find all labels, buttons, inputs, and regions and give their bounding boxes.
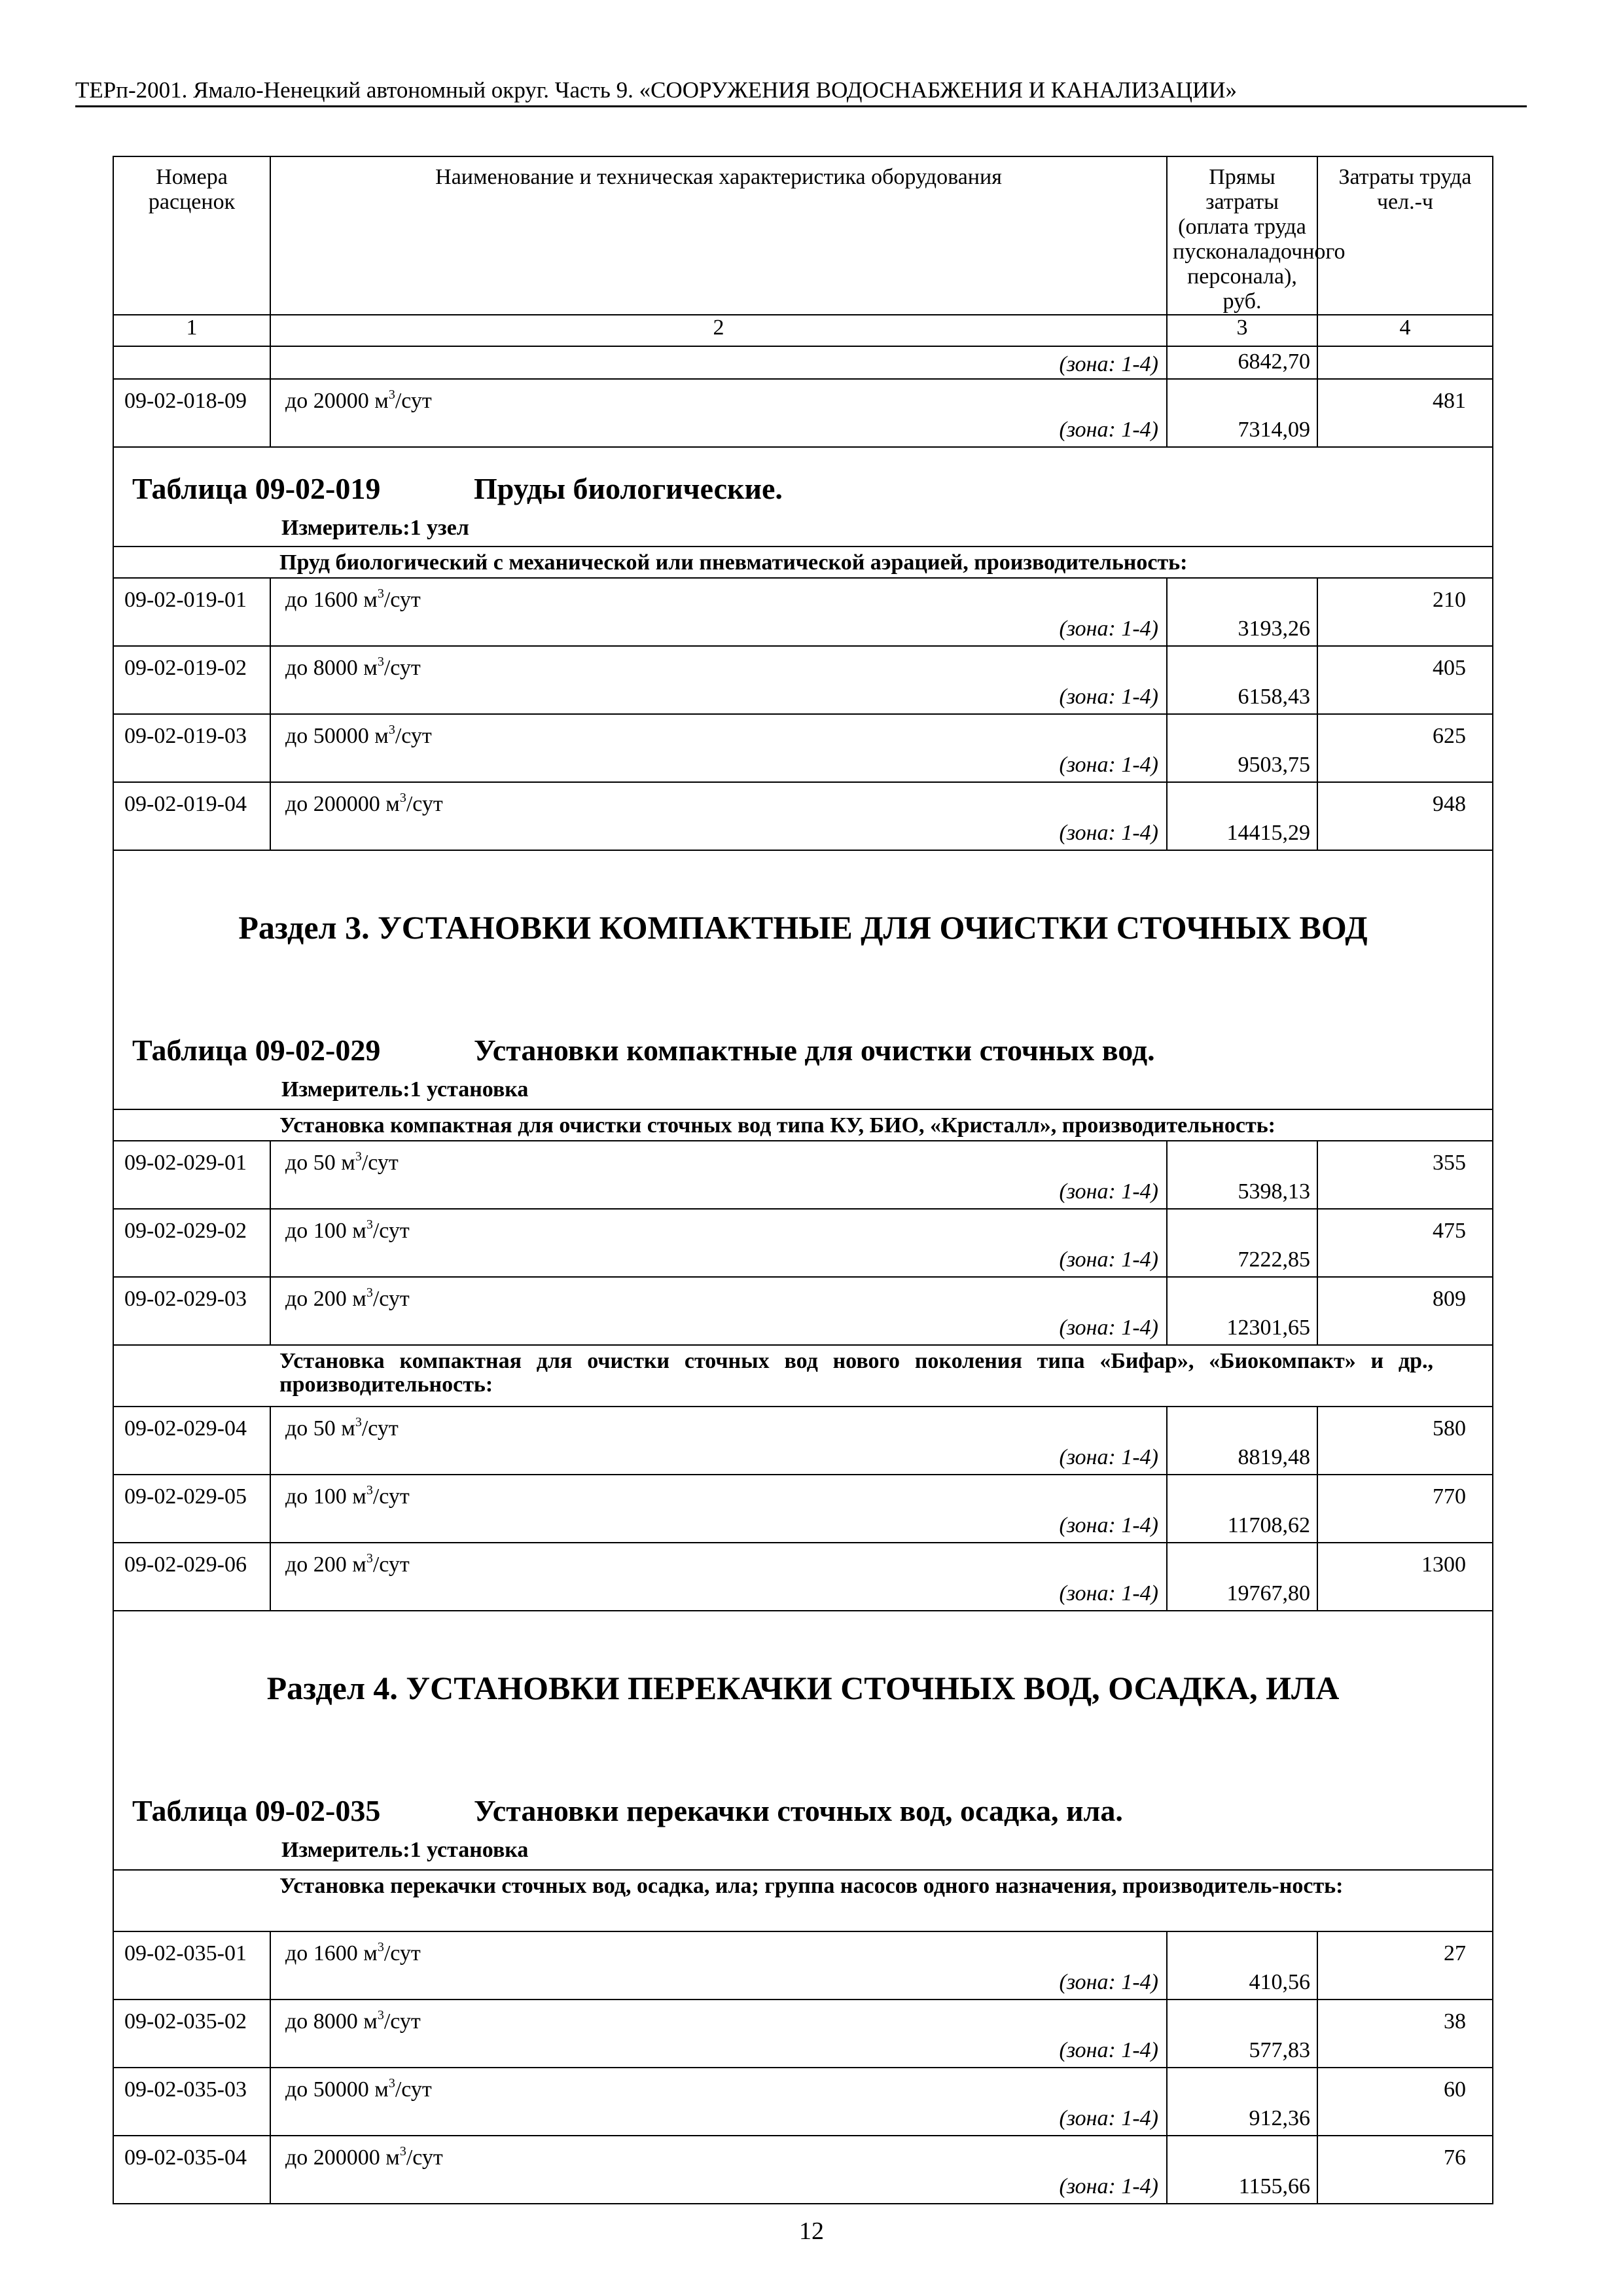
description-cell <box>270 2136 1167 2204</box>
zone-label: (зона: 1-4) <box>1059 1316 1158 1340</box>
description-cell <box>270 1543 1167 1611</box>
zone-label: (зона: 1-4) <box>1059 1179 1158 1204</box>
price-cell <box>1167 646 1317 714</box>
table-heading-cell <box>113 447 1493 547</box>
document-header: ТЕРп-2001. Ямало-Ненецкий автономный округ. Часть 9. «СООРУЖЕНИЯ ВОДОСНАБЖЕНИЯ И КАНАЛИЗАЦИИ» <box>75 77 1238 103</box>
price-cell <box>1167 2136 1317 2204</box>
labor-cell <box>1317 1277 1493 1345</box>
group-description: Пруд биологический с механической или пневматической аэрацией, производительность: <box>279 550 1188 575</box>
labor-cell <box>1317 1407 1493 1475</box>
section-heading-row <box>113 850 1493 1109</box>
section-heading-cell <box>113 1611 1493 1870</box>
price-value: 7314,09 <box>1238 418 1310 442</box>
labor-value: 355 <box>1433 1151 1466 1175</box>
price-cell <box>1167 379 1317 447</box>
labor-value: 27 <box>1444 1941 1466 1965</box>
description-cell <box>270 346 1167 379</box>
rate-code: 09-02-019-01 <box>113 578 270 646</box>
capacity-label: до 8000 $м^3$/сут <box>285 2007 421 2034</box>
group-row <box>113 1870 1493 1931</box>
price-cell <box>1167 2000 1317 2068</box>
description-cell <box>270 1141 1167 1209</box>
price-value: 11708,62 <box>1227 1513 1310 1537</box>
zone-label: (зона: 1-4) <box>1059 2038 1158 2062</box>
zone-label: (зона: 1-4) <box>1059 1445 1158 1469</box>
table-row <box>113 1277 1493 1345</box>
price-cell <box>1167 346 1317 379</box>
labor-cell <box>1317 646 1493 714</box>
capacity-label: до 50 $м^3$/сут <box>285 1414 399 1441</box>
labor-cell <box>1317 2000 1493 2068</box>
table-row <box>113 1931 1493 2000</box>
section-heading-row <box>113 1611 1493 1870</box>
table-row <box>113 2136 1493 2204</box>
table-name: Установки компактные для очистки сточных вод. <box>474 1033 1155 1067</box>
labor-value: 809 <box>1433 1287 1466 1311</box>
price-value: 9503,75 <box>1238 753 1310 777</box>
zone-label: (зона: 1-4) <box>1059 821 1158 845</box>
price-cell <box>1167 782 1317 850</box>
price-cell <box>1167 1277 1317 1345</box>
labor-cell <box>1317 1475 1493 1543</box>
labor-cell <box>1317 1209 1493 1277</box>
capacity-label: до 200 $м^3$/сут <box>285 1285 410 1311</box>
price-value: 14415,29 <box>1226 821 1310 845</box>
table-row <box>113 1209 1493 1277</box>
table-name: Установки перекачки сточных вод, осадка, ила. <box>474 1794 1123 1827</box>
capacity-label: до 200000 $м^3$/сут <box>285 790 443 816</box>
description-cell <box>270 2000 1167 2068</box>
measurement-unit: Измеритель:1 установка <box>281 1077 529 1102</box>
price-cell <box>1167 1209 1317 1277</box>
price-cell <box>1167 1543 1317 1611</box>
price-cell <box>1167 578 1317 646</box>
description-cell <box>270 2068 1167 2136</box>
description-cell <box>270 782 1167 850</box>
group-row <box>113 1345 1493 1407</box>
labor-cell <box>1317 2068 1493 2136</box>
price-value: 577,83 <box>1249 2038 1310 2062</box>
column-number-row <box>113 315 1493 346</box>
rate-code: 09-02-035-04 <box>113 2136 270 2204</box>
zone-label: (зона: 1-4) <box>1059 418 1158 442</box>
description-cell <box>270 578 1167 646</box>
table-row <box>113 782 1493 850</box>
labor-value: 210 <box>1433 588 1466 612</box>
price-value: 1155,66 <box>1238 2174 1310 2198</box>
price-cell <box>1167 2068 1317 2136</box>
labor-cell <box>1317 578 1493 646</box>
capacity-label: до 100 $м^3$/сут <box>285 1217 410 1243</box>
section-heading-cell <box>113 850 1493 1109</box>
zone-label: (зона: 1-4) <box>1059 352 1158 376</box>
table-number: Таблица 09-02-019 <box>132 472 381 505</box>
description-cell <box>270 1277 1167 1345</box>
labor-value: 580 <box>1433 1416 1466 1441</box>
capacity-label: до 8000 $м^3$/сут <box>285 654 421 680</box>
col-number: 4 <box>1317 315 1493 346</box>
labor-value: 948 <box>1433 792 1466 816</box>
group-description: Установка компактная для очистки сточных вод типа КУ, БИО, «Кристалл», производительность: <box>279 1113 1275 1138</box>
rate-code: 09-02-029-03 <box>113 1277 270 1345</box>
price-value: 12301,65 <box>1226 1316 1310 1340</box>
labor-value: 38 <box>1444 2009 1466 2034</box>
table-row <box>113 346 1493 379</box>
labor-cell <box>1317 2136 1493 2204</box>
zone-label: (зона: 1-4) <box>1059 2174 1158 2198</box>
col-number: 1 <box>113 315 270 346</box>
price-cell <box>1167 1475 1317 1543</box>
rates-table <box>113 156 1493 2204</box>
capacity-label: до 1600 $м^3$/сут <box>285 586 421 612</box>
table-row <box>113 379 1493 447</box>
rate-code: 09-02-029-02 <box>113 1209 270 1277</box>
labor-cell <box>1317 714 1493 782</box>
labor-value: 1300 <box>1421 1552 1466 1577</box>
rate-code: 09-02-035-02 <box>113 2000 270 2068</box>
table-row <box>113 2068 1493 2136</box>
section-title: Раздел 3. УСТАНОВКИ КОМПАКТНЫЕ ДЛЯ ОЧИСТКИ СТОЧНЫХ ВОД <box>238 909 1368 946</box>
group-row <box>113 1109 1493 1141</box>
col-number: 3 <box>1167 315 1317 346</box>
labor-cell <box>1317 1543 1493 1611</box>
rate-code: 09-02-019-02 <box>113 646 270 714</box>
description-cell <box>270 379 1167 447</box>
zone-label: (зона: 1-4) <box>1059 1247 1158 1272</box>
measurement-unit: Измеритель:1 узел <box>281 516 469 540</box>
table-row <box>113 714 1493 782</box>
rate-code: 09-02-018-09 <box>113 379 270 447</box>
labor-cell <box>1317 1141 1493 1209</box>
measurement-unit: Измеритель:1 установка <box>281 1838 529 1862</box>
labor-value: 481 <box>1433 389 1466 413</box>
group-description: Установка перекачки сточных вод, осадка, ила; группа насосов одного назначения, производитель-ность: <box>279 1874 1344 1898</box>
col-header-codes: Номера расценок <box>113 156 270 315</box>
price-cell <box>1167 1931 1317 2000</box>
price-value: 7222,85 <box>1238 1247 1310 1272</box>
price-value: 3193,26 <box>1238 617 1310 641</box>
price-value: 8819,48 <box>1238 1445 1310 1469</box>
rate-code: 09-02-029-01 <box>113 1141 270 1209</box>
labor-value: 405 <box>1433 656 1466 680</box>
table-number: Таблица 09-02-035 <box>132 1794 381 1827</box>
zone-label: (зона: 1-4) <box>1059 1513 1158 1537</box>
labor-value: 770 <box>1433 1484 1466 1509</box>
table-row <box>113 578 1493 646</box>
price-value: 19767,80 <box>1226 1581 1310 1605</box>
description-cell <box>270 1407 1167 1475</box>
table-row <box>113 1407 1493 1475</box>
col-header-description: Наименование и техническая характеристика оборудования <box>270 156 1167 315</box>
rate-code: 09-02-029-06 <box>113 1543 270 1611</box>
zone-label: (зона: 1-4) <box>1059 753 1158 777</box>
description-cell <box>270 1209 1167 1277</box>
capacity-label: до 100 $м^3$/сут <box>285 1482 410 1509</box>
col-number: 2 <box>270 315 1167 346</box>
labor-value: 60 <box>1444 2077 1466 2102</box>
table-row <box>113 1543 1493 1611</box>
table-row <box>113 1141 1493 1209</box>
rate-code: 09-02-029-05 <box>113 1475 270 1543</box>
description-cell <box>270 646 1167 714</box>
code-cell <box>113 346 270 379</box>
table-row <box>113 1475 1493 1543</box>
price-cell <box>1167 714 1317 782</box>
capacity-label: до 20000 $м^3$/сут <box>285 387 432 413</box>
rate-code: 09-02-035-03 <box>113 2068 270 2136</box>
labor-cell <box>1317 346 1493 379</box>
group-description: Установка компактная для очистки сточных вод нового поколения типа «Бифар», «Биокомпакт» и др., производительность: <box>279 1349 1433 1397</box>
description-cell <box>270 1475 1167 1543</box>
labor-value: 625 <box>1433 724 1466 748</box>
description-cell <box>270 1931 1167 2000</box>
table-row <box>113 2000 1493 2068</box>
header-rule <box>75 105 1527 107</box>
capacity-label: до 50 $м^3$/сут <box>285 1149 399 1175</box>
price-value: 912,36 <box>1249 2106 1310 2130</box>
price-value: 410,56 <box>1249 1970 1310 1994</box>
table-name: Пруды биологические. <box>474 472 783 505</box>
rate-code: 09-02-035-01 <box>113 1931 270 2000</box>
labor-value: 475 <box>1433 1219 1466 1243</box>
page-number: 12 <box>799 2217 824 2245</box>
capacity-label: до 200 $м^3$/сут <box>285 1551 410 1577</box>
price-value: 5398,13 <box>1238 1179 1310 1204</box>
labor-value: 76 <box>1444 2145 1466 2170</box>
zone-label: (зона: 1-4) <box>1059 1581 1158 1605</box>
rate-code: 09-02-029-04 <box>113 1407 270 1475</box>
table-number: Таблица 09-02-029 <box>132 1033 381 1067</box>
zone-label: (зона: 1-4) <box>1059 1970 1158 1994</box>
labor-cell <box>1317 782 1493 850</box>
capacity-label: до 200000 $м^3$/сут <box>285 2144 443 2170</box>
zone-label: (зона: 1-4) <box>1059 685 1158 709</box>
zone-label: (зона: 1-4) <box>1059 617 1158 641</box>
price-value: 6842,70 <box>1238 350 1310 374</box>
table-row <box>113 646 1493 714</box>
col-header-direct-costs: Прямы затраты (оплата труда пусконаладочного персонала), руб. <box>1167 156 1317 315</box>
group-row <box>113 547 1493 578</box>
zone-label: (зона: 1-4) <box>1059 2106 1158 2130</box>
table-heading-row <box>113 447 1493 547</box>
description-cell <box>270 714 1167 782</box>
labor-cell <box>1317 379 1493 447</box>
price-value: 6158,43 <box>1238 685 1310 709</box>
capacity-label: до 1600 $м^3$/сут <box>285 1939 421 1965</box>
rate-code: 09-02-019-03 <box>113 714 270 782</box>
section-title: Раздел 4. УСТАНОВКИ ПЕРЕКАЧКИ СТОЧНЫХ ВОД, ОСАДКА, ИЛА <box>266 1670 1340 1706</box>
col-header-labor-costs: Затраты труда чел.-ч <box>1317 156 1493 315</box>
capacity-label: до 50000 $м^3$/сут <box>285 2075 432 2102</box>
table-header-row <box>113 156 1493 315</box>
price-cell <box>1167 1407 1317 1475</box>
labor-cell <box>1317 1931 1493 2000</box>
rate-code: 09-02-019-04 <box>113 782 270 850</box>
price-cell <box>1167 1141 1317 1209</box>
capacity-label: до 50000 $м^3$/сут <box>285 722 432 748</box>
